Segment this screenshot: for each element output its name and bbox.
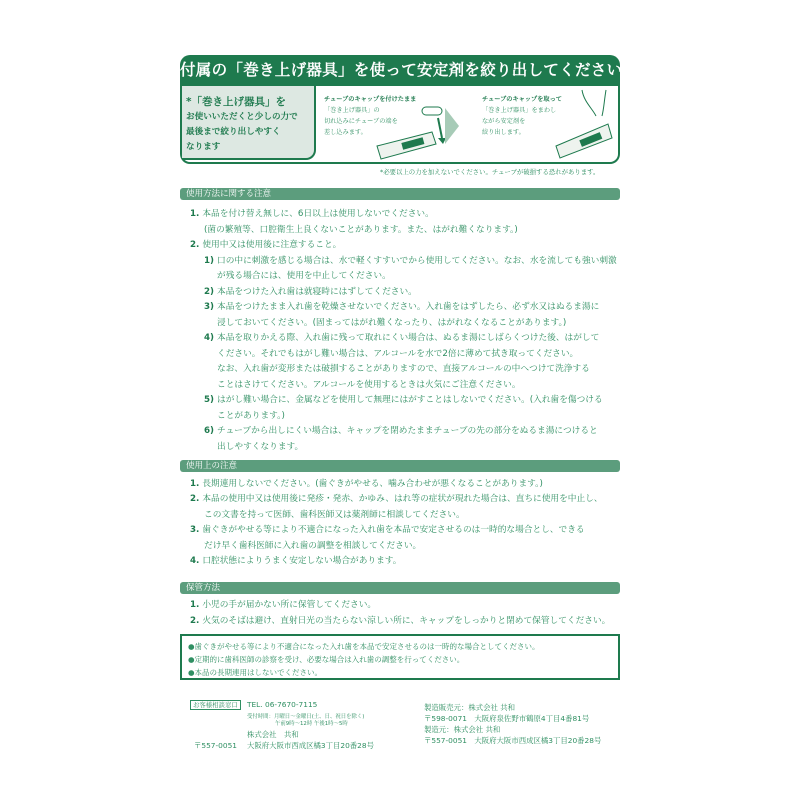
- list-number: 2.: [190, 494, 200, 505]
- list-number: 2): [204, 286, 215, 297]
- list-number: 1.: [190, 479, 200, 489]
- list-line: [190, 615, 610, 627]
- list-number: 3.: [190, 525, 200, 536]
- list-line: [217, 348, 578, 360]
- list-line: [217, 441, 303, 453]
- list-text: が残る場合には、使用を中止してください。: [217, 271, 391, 281]
- list-line: [204, 224, 518, 236]
- step-line: チューブのキャップを付けたまま: [324, 96, 417, 103]
- section-header-storage: 保管方法: [180, 582, 620, 594]
- list-number: 1.: [190, 600, 200, 610]
- step-line: 切れ込みにチューブの端を: [324, 118, 398, 125]
- list-line: [217, 363, 590, 375]
- howto-summary: [182, 86, 316, 160]
- step-line: 「巻き上げ器具」の: [324, 107, 380, 114]
- list-line: [204, 301, 599, 313]
- list-line: [190, 478, 543, 490]
- list-text: 本品をつけたまま入れ歯を乾燥させないでください。入れ歯をはずしたら、必ず水又はぬるま湯に: [217, 302, 600, 312]
- list-text: 口の中に刺激を感じる場合は、水で軽くすすいでから使用してください。なお、水を流しても強い刺激: [217, 255, 617, 266]
- list-text: ことがあります。): [217, 410, 285, 421]
- list-text: 火気のそばは避け、直射日光の当たらない涼しい所に、キャップをしっかりと閉めて保管してください。: [202, 615, 611, 626]
- list-number: 4.: [190, 556, 200, 566]
- list-line: [204, 509, 465, 521]
- phone-number: TEL. 06-7670-7115: [247, 700, 318, 709]
- summary-line: *「巻き上げ器具」を: [186, 96, 286, 108]
- maker-name: 製造元：株式会社 共和: [424, 725, 501, 734]
- step-line: チューブのキャップを取って: [482, 96, 562, 103]
- list-text: ください。それでもはがし難い場合は、アルコールを水で2倍に薄めて拭き取ってください。: [217, 348, 579, 359]
- list-text: なお、入れ歯が変形または破損することがありますので、直接アルコールの中へつけて洗浄する: [217, 364, 590, 374]
- hours-times: 午前9時～12時 午後1時～5時: [275, 721, 348, 727]
- seller-address: 〒598-0071 大阪府泉佐野市鶴原4丁目4番81号: [424, 714, 590, 723]
- notice-box: [180, 634, 620, 680]
- list-text: 本品を付け替え無しに、6日以上は使用しないでください。: [202, 209, 434, 219]
- list-text: 長期連用しないでください。(歯ぐきがやせる、噛み合わせが悪くなることがあります。): [202, 479, 543, 489]
- summary-line: 最後まで絞り出しやすく: [186, 127, 281, 137]
- list-number: 2.: [190, 240, 200, 250]
- list-text: 浸しておいてください。(固まってはがれ難くなったり、はがれなくなることがあります。): [217, 317, 567, 328]
- list-text: 本品をつけた入れ歯は就寝時にはずしてください。: [217, 286, 417, 297]
- step-line: 絞り出します。: [482, 129, 525, 136]
- step-line: 差し込みます。: [324, 129, 367, 136]
- list-text: 本品の使用中又は使用後に発疹・発赤、かゆみ、はれ等の症状が現れた場合は、直ちに使用を中止し、: [202, 494, 603, 505]
- list-line: [204, 255, 617, 267]
- list-number: 5): [204, 395, 215, 405]
- list-text: 小児の手が届かない所に保管してください。: [202, 600, 377, 610]
- step-line: ながら安定剤を: [482, 118, 526, 125]
- notice-item: ●定期的に歯科医師の診察を受け、必要な場合は入れ歯の調整を行ってください。: [188, 655, 465, 664]
- section-header-usage-cautions: 使用方法に関する注意: [180, 188, 620, 200]
- maker-address: 〒557-0051 大阪府大阪市西成区橘3丁目20番28号: [424, 736, 602, 745]
- list-text: 出しやすくなります。: [217, 441, 304, 452]
- notice-item: ●本品の長期連用はしないでください。: [188, 668, 323, 677]
- list-number: 1): [204, 255, 215, 266]
- list-line: [204, 394, 603, 406]
- list-text: 口腔状態によりうまく安定しない場合があります。: [202, 556, 402, 566]
- caution-note: *必要以上の力を加えないでください。チューブが破損する恐れがあります。: [380, 168, 600, 176]
- list-number: 1.: [190, 209, 200, 219]
- list-line: [190, 208, 434, 220]
- list-text: ことはさけてください。アルコールを使用するときは火気にご注意ください。: [217, 379, 521, 390]
- list-text: チューブから出しにくい場合は、キャップを閉めたままチューブの先の部分をぬるま湯につけると: [217, 426, 598, 436]
- list-line: [190, 493, 603, 505]
- list-line: [190, 555, 401, 567]
- list-line: [217, 317, 566, 329]
- list-line: [190, 599, 376, 611]
- company-address: 大阪府大阪市西成区橘3丁目20番28号: [247, 741, 374, 750]
- list-line: [217, 379, 521, 391]
- tube-illustration-2: [552, 88, 616, 160]
- list-line: [217, 270, 391, 282]
- list-text: はがし難い場合に、金属などを使用して無理にはがすことはしないでください。(入れ歯を傷つける: [217, 395, 603, 405]
- list-number: 6): [204, 426, 215, 436]
- hours-days: 受付時間：月曜日～金曜日(土、日、祝日を除く): [247, 714, 365, 720]
- step-2-text: [482, 94, 562, 138]
- seller-name: 製造販売元：株式会社 共和: [424, 703, 516, 712]
- page-title: 付属の「巻き上げ器具」を使って安定剤を絞り出してください: [180, 55, 620, 86]
- section-header-precautions: 使用上の注意: [180, 460, 620, 472]
- list-text: 本品を取りかえる際、入れ歯に残って取れにくい場合は、ぬるま湯にしばらくつけた後、はがして: [217, 333, 600, 343]
- list-text: 歯ぐきがやせる等により不適合になった入れ歯を本品で安定させるのは一時的な場合とし、できる: [202, 525, 585, 536]
- summary-line: なります: [186, 142, 221, 152]
- list-number: 4): [204, 333, 215, 343]
- consultation-tag: お客様相談窓口: [190, 700, 241, 710]
- list-line: [190, 239, 341, 251]
- list-text: (菌の繁殖等、口腔衛生上良くないことがあります。また、はがれ難くなります。): [204, 224, 518, 235]
- list-line: [190, 524, 585, 536]
- postal-code: 〒557-0051: [194, 741, 237, 750]
- list-number: 2.: [190, 615, 200, 626]
- company-name: 株式会社 共和: [247, 730, 299, 739]
- list-text: 使用中又は使用後に注意すること。: [202, 240, 342, 250]
- list-text: だけ早く歯科医師に入れ歯の調整を相談してください。: [204, 540, 422, 551]
- list-text: この文書を持って医師、歯科医師又は薬剤師に相談してください。: [204, 509, 465, 520]
- tube-illustration-1: [372, 104, 447, 162]
- step-line: 「巻き上げ器具」をまわし: [482, 107, 557, 114]
- notice-item: ●歯ぐきがやせる等により不適合になった入れ歯を本品で安定させるのは一時的な場合としてください。: [188, 642, 540, 651]
- list-line: [204, 286, 417, 298]
- howto-panel: [180, 86, 620, 164]
- arrow-icon: [445, 108, 459, 144]
- list-line: [204, 332, 599, 344]
- summary-line: お使いいただくと少しの力で: [186, 112, 298, 122]
- list-number: 3): [204, 302, 215, 312]
- list-line: [204, 425, 598, 437]
- list-line: [204, 540, 421, 552]
- list-line: [217, 410, 285, 422]
